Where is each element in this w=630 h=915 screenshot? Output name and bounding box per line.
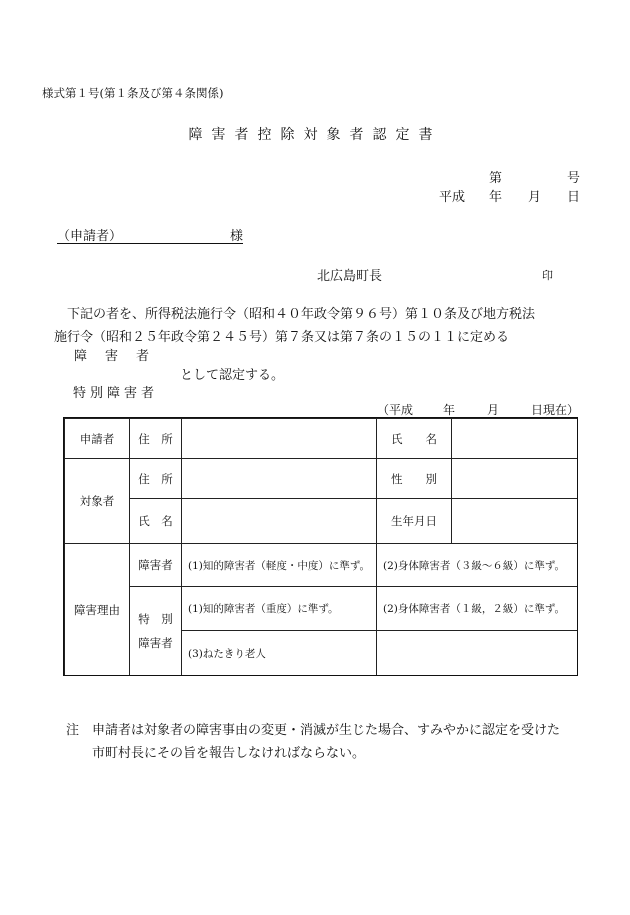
issuer-mayor: 北広島町長 xyxy=(317,269,383,284)
as-of-open: （平成 xyxy=(377,403,414,417)
note-line-1: 注 申請者は対象者の障害事由の変更・消滅が生じた場合、すみやかに認定を受けた xyxy=(66,723,561,738)
date-year: 年 xyxy=(489,190,503,205)
special-category xyxy=(130,587,182,676)
applicant-label: （申請者） xyxy=(57,229,123,244)
option-special-disabled: 特別障害者 xyxy=(73,386,159,401)
subject-name-label: 氏 名 xyxy=(130,499,182,544)
note-line-2: 市町村長にその旨を報告しなければならない。 xyxy=(92,746,366,761)
subject-birthdate-label: 生年月日 xyxy=(377,499,452,544)
applicant-line xyxy=(57,225,243,244)
seal-mark: 印 xyxy=(542,269,553,282)
special-category-line-2: 障害者 xyxy=(138,636,173,650)
subject-birthdate-field[interactable] xyxy=(452,499,578,544)
reason-header: 障害理由 xyxy=(65,544,130,676)
date-era: 平成 xyxy=(439,190,466,205)
reason-blank-cell xyxy=(377,631,578,676)
reason-option-3[interactable]: (1)知的障害者（重度）に準ず。 xyxy=(182,587,377,631)
number-go: 号 xyxy=(567,171,581,186)
applicant-address-label: 住 所 xyxy=(130,419,182,459)
subject-address-label: 住 所 xyxy=(130,459,182,499)
subject-header: 対象者 xyxy=(65,459,130,544)
number-dai: 第 xyxy=(489,171,503,186)
reason-option-1[interactable]: (1)知的障害者（軽度・中度）に準ず。 xyxy=(182,544,377,587)
applicant-honorific: 様 xyxy=(229,229,243,244)
option-disabled: 障害者 xyxy=(74,349,168,364)
special-category-line-1: 特 別 xyxy=(138,612,173,626)
body-line-1: 下記の者を、所得税法施行令（昭和４０年政令第９６号）第１０条及び地方税法 xyxy=(67,307,536,322)
reason-option-5[interactable]: (3)ねたきり老人 xyxy=(182,631,377,676)
applicant-name-field[interactable] xyxy=(452,419,578,459)
date-month: 月 xyxy=(528,190,542,205)
subject-address-field[interactable] xyxy=(182,459,377,499)
applicant-header: 申請者 xyxy=(65,419,130,459)
form-number: 様式第１号(第１条及び第４条関係) xyxy=(42,86,224,100)
subject-sex-label: 性 別 xyxy=(377,459,452,499)
body-line-2: 施行令（昭和２５年政令第２４５号）第７条又は第７条の１５の１１に定める xyxy=(54,330,510,345)
as-of-close: 日現在） xyxy=(531,403,580,417)
disabled-category: 障害者 xyxy=(130,544,182,587)
document-title: 障害者控除対象者認定書 xyxy=(188,127,442,143)
as-of-year: 年 xyxy=(443,403,456,417)
applicant-name-label: 氏 名 xyxy=(377,419,452,459)
reason-option-2[interactable]: (2)身体障害者（３級～６級）に準ず。 xyxy=(377,544,578,587)
body-line-3: として認定する。 xyxy=(180,368,285,383)
certification-table xyxy=(64,418,578,676)
applicant-address-field[interactable] xyxy=(182,419,377,459)
subject-sex-field[interactable] xyxy=(452,459,578,499)
date-day: 日 xyxy=(567,190,581,205)
subject-name-field[interactable] xyxy=(182,499,377,544)
reason-option-4[interactable]: (2)身体障害者（１級，２級）に準ず。 xyxy=(377,587,578,631)
as-of-month: 月 xyxy=(487,403,500,417)
as-of-date xyxy=(377,401,580,417)
